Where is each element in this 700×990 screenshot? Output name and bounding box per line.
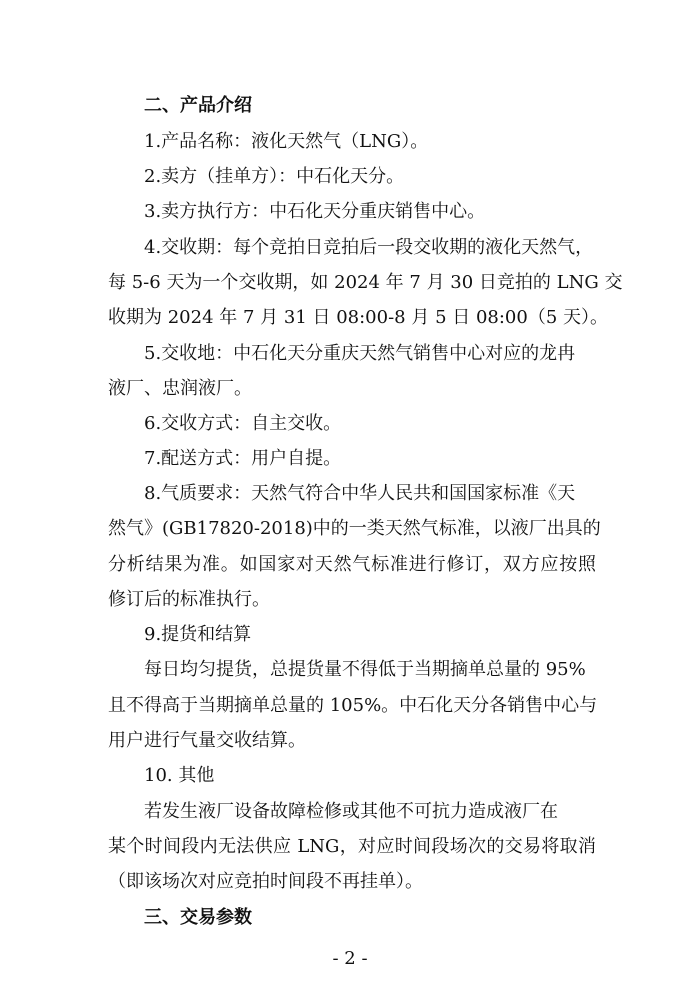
item-delivery-place-line-2: 液厂、忠润液厂。 — [108, 378, 252, 399]
item-distribution-method: 7.配送方式：用户自提。 — [144, 448, 342, 469]
item-other-line-1: 若发生液厂设备故障检修或其他不可抗力造成液厂在 — [144, 801, 558, 822]
section-heading-trading-params: 三、交易参数 — [144, 907, 252, 928]
item-pickup-settlement-line-1: 每日均匀提货，总提货量不得低于当期摘单总量的 95% — [144, 659, 586, 680]
item-product-name: 1.产品名称：液化天然气（LNG）。 — [144, 131, 429, 152]
page-number: - 2 - — [332, 948, 368, 969]
section-heading-product-intro: 二、产品介绍 — [144, 95, 252, 116]
item-delivery-period-line-3: 收期为 2024 年 7 月 31 日 08:00-8 月 5 日 08:00（5 天）。 — [108, 307, 609, 328]
item-delivery-method: 6.交收方式：自主交收。 — [144, 413, 342, 434]
item-seller-executor: 3.卖方执行方：中石化天分重庆销售中心。 — [144, 201, 486, 222]
item-pickup-settlement-title: 9.提货和结算 — [144, 624, 252, 645]
item-other-title: 10. 其他 — [144, 765, 215, 786]
item-delivery-period-line-2: 每 5-6 天为一个交收期，如 2024 年 7 月 30 日竞拍的 LNG 交 — [108, 272, 623, 293]
item-seller: 2.卖方（挂单方）：中石化天分。 — [144, 166, 405, 187]
item-gas-quality-line-2: 然气》(GB17820-2018)中的一类天然气标准，以液厂出具的 — [108, 518, 601, 539]
item-other-line-2: 某个时间段内无法供应 LNG，对应时间段场次的交易将取消 — [108, 836, 596, 857]
item-delivery-period-line-1: 4.交收期：每个竞拍日竞拍后一段交收期的液化天然气， — [144, 237, 594, 258]
item-gas-quality-line-4: 修订后的标准执行。 — [108, 589, 270, 610]
item-gas-quality-line-1: 8.气质要求：天然气符合中华人民共和国国家标准《天 — [144, 483, 576, 504]
item-pickup-settlement-line-3: 用户进行气量交收结算。 — [108, 730, 306, 751]
item-delivery-place-line-1: 5.交收地：中石化天分重庆天然气销售中心对应的龙冉 — [144, 343, 576, 364]
item-gas-quality-line-3: 分析结果为准。如国家对天然气标准进行修订，双方应按照 — [108, 554, 596, 575]
item-other-line-3: （即该场次对应竞拍时间段不再挂单）。 — [108, 871, 423, 892]
item-pickup-settlement-line-2: 且不得高于当期摘单总量的 105%。中石化天分各销售中心与 — [108, 695, 598, 716]
